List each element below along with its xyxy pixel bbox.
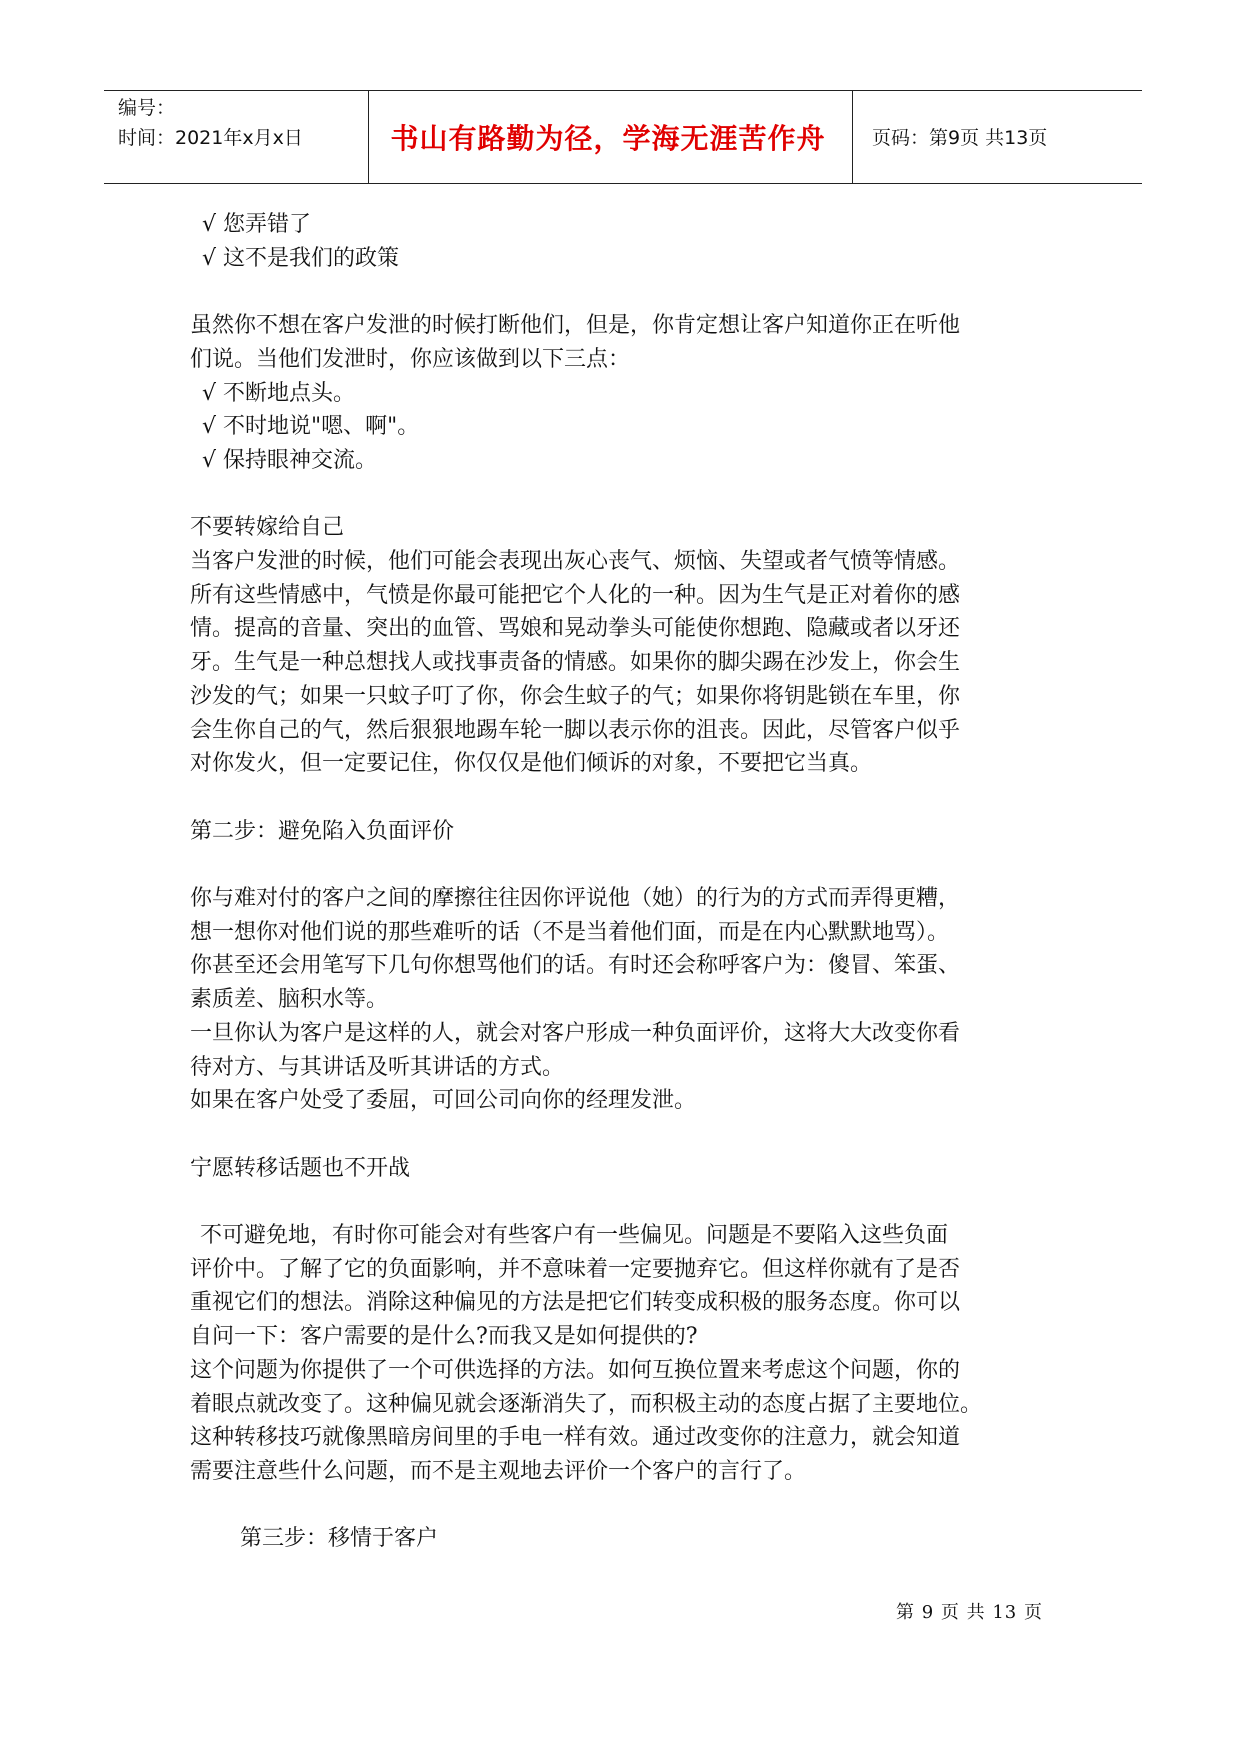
- page-footer: 第 9 页 共 13 页: [896, 1602, 1043, 1623]
- text-line: 着眼点就改变了。这种偏见就会逐渐消失了，而积极主动的态度占据了主要地位。: [190, 1391, 983, 1417]
- text-line: 一旦你认为客户是这样的人，就会对客户形成一种负面评价，这将大大改变你看: [190, 1020, 961, 1046]
- text-line: 情。提高的音量、突出的血管、骂娘和晃动拳头可能使你想跑、隐藏或者以牙还: [190, 616, 961, 642]
- section-heading: 第三步：移情于客户: [240, 1526, 439, 1552]
- text-line: 会生你自己的气，然后狠狠地踢车轮一脚以表示你的沮丧。因此，尽管客户似乎: [190, 717, 961, 743]
- text-line: 们说。当他们发泄时，你应该做到以下三点：: [190, 346, 631, 372]
- blank-line: [190, 848, 1070, 882]
- text-line: √ 保持眼神交流。: [202, 447, 378, 473]
- text-line: 当客户发泄的时候，他们可能会表现出灰心丧气、烦恼、失望或者气愤等情感。: [190, 549, 961, 574]
- number-label: 编号：: [118, 97, 176, 119]
- text-line: √ 不时地说"嗯、啊"。: [202, 414, 420, 440]
- blank-line: [190, 1489, 1070, 1523]
- text-line: 所有这些情感中，气愤是你最可能把它个人化的一种。因为生气是正对着你的感: [190, 582, 961, 608]
- blank-line: [190, 781, 1070, 815]
- text-line: √ 您弄错了: [202, 212, 312, 237]
- text-line: 这种转移技巧就像黑暗房间里的手电一样有效。通过改变你的注意力，就会知道: [190, 1425, 961, 1451]
- header-page-number: 页码：第9页 共13页: [872, 127, 1048, 149]
- page-header: [104, 90, 1142, 184]
- header-motto: 书山有路勤为径，学海无涯苦作舟: [390, 122, 826, 155]
- body-text: [190, 208, 1070, 1556]
- blank-line: [190, 275, 1070, 309]
- text-line: √ 这不是我们的政策: [202, 245, 400, 271]
- text-line: 重视它们的想法。消除这种偏见的方法是把它们转变成积极的服务态度。你可以: [190, 1290, 961, 1316]
- text-line: 想一想你对他们说的那些难听的话（不是当着他们面，而是在内心默默地骂）。: [190, 919, 950, 945]
- section-heading: 不要转嫁给自己: [190, 515, 345, 541]
- section-heading: 第二步：避免陷入负面评价: [190, 818, 455, 844]
- text-line: 需要注意些什么问题，而不是主观地去评价一个客户的言行了。: [190, 1458, 807, 1484]
- text-line: 评价中。了解了它的负面影响，并不意味着一定要抛弃它。但这样你就有了是否: [190, 1256, 961, 1282]
- text-line: 素质差、脑积水等。: [190, 987, 389, 1013]
- text-line: 沙发的气；如果一只蚊子叮了你，你会生蚊子的气；如果你将钥匙锁在车里，你: [190, 683, 961, 709]
- text-line: 这个问题为你提供了一个可供选择的方法。如何互换位置来考虑这个问题，你的: [190, 1357, 961, 1383]
- text-line: 不可避免地，有时你可能会对有些客户有一些偏见。问题是不要陷入这些负面: [200, 1223, 949, 1248]
- text-line: 你与难对付的客户之间的摩擦往往因你评说他（她）的行为的方式而弄得更糟，: [190, 886, 961, 911]
- text-line: 你甚至还会用笔写下几句你想骂他们的话。有时还会称呼客户为：傻冒、笨蛋、: [190, 953, 961, 979]
- header-meta: [118, 93, 368, 153]
- text-line: 待对方、与其讲话及听其讲话的方式。: [190, 1054, 565, 1080]
- text-line: 虽然你不想在客户发泄的时候打断他们，但是，你肯定想让客户知道你正在听他: [190, 313, 961, 339]
- header-divider-right: [852, 91, 853, 183]
- blank-line: [190, 1118, 1070, 1152]
- section-heading: 宁愿转移话题也不开战: [190, 1155, 411, 1181]
- text-line: 如果在客户处受了委屈，可回公司向你的经理发泄。: [190, 1088, 697, 1114]
- text-line: √ 不断地点头。: [202, 380, 356, 406]
- text-line: 自问一下：客户需要的是什么?而我又是如何提供的?: [190, 1324, 698, 1350]
- text-line: 牙。生气是一种总想找人或找事责备的情感。如果你的脚尖踢在沙发上，你会生: [190, 650, 961, 676]
- blank-line: [190, 1185, 1070, 1219]
- text-line: 对你发火，但一定要记住，你仅仅是他们倾诉的对象，不要把它当真。: [190, 751, 873, 777]
- time-label: 时间：2021年x月x日: [118, 127, 303, 149]
- blank-line: [190, 478, 1070, 512]
